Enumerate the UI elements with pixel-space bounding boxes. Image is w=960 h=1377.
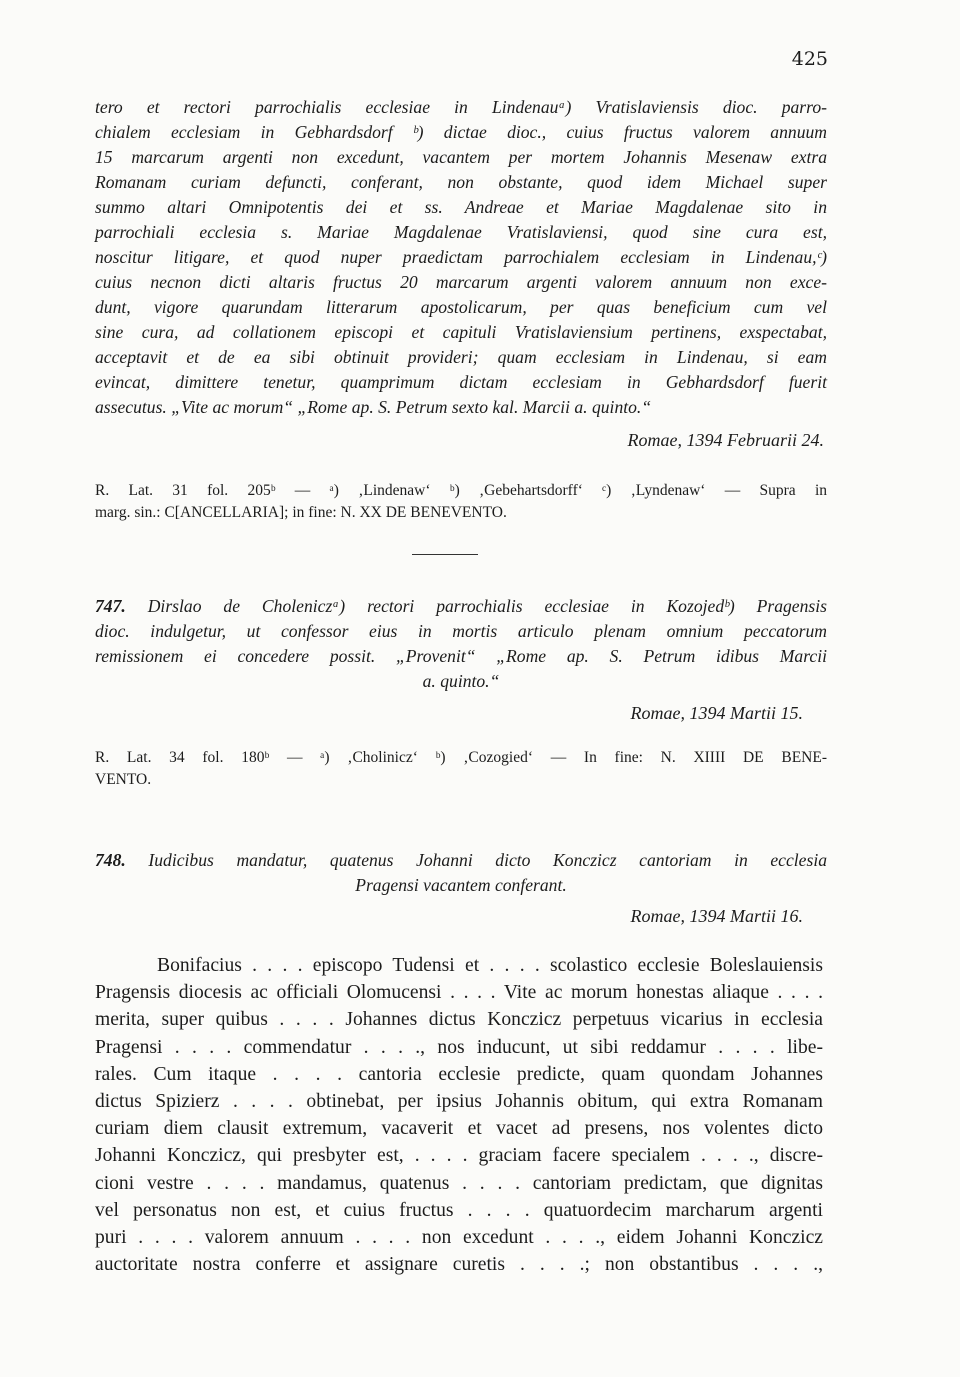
text-line: dunt, vigore quarundam litterarum apostolicarum, per quas beneficium cum vel (95, 297, 827, 317)
section-divider (412, 554, 478, 555)
note-line: R. Lat. 34 fol. 180ᵇ — ᵃ) ‚Cholinicz‘ ᵇ) ‚Cozogied‘ — In fine: N. XIIII DE BENE- (95, 749, 827, 766)
text-line: remissionem ei concedere possit. „Provenit“ „Rome ap. S. Petrum idibus Marcii (95, 646, 827, 666)
text-fragment: Dirslao de Choleniczᵃ) rectori parrochialis ecclesiae in Kozojedᵇ) Pragensis (147, 596, 827, 616)
text-line: dioc. indulgetur, ut confessor eius in mortis articulo plenam omnium peccatorum (95, 621, 827, 641)
text-line: noscitur litigare, et quod nuper praedictam parrochialem ecclesiam in Lindenau,ᶜ) (95, 247, 827, 267)
text-line: cuius necnon dicti altaris fructus 20 marcarum argenti valorem annuum non exce- (95, 272, 827, 292)
text-line: tero et rectori parrochialis ecclesiae in Lindenauᵃ) Vratislaviensis dioc. parro- (95, 97, 827, 117)
note-line: R. Lat. 31 fol. 205ᵇ — ᵃ) ‚Lindenaw‘ ᵇ) ‚Gebehartsdorff‘ ᶜ) ‚Lyndenaw‘ — Supra in (95, 482, 827, 499)
text-line: Pragensi vacantem conferant. (355, 875, 567, 895)
note-line: marg. sin.: C[ANCELLARIA]; in fine: N. XX DE BENEVENTO. (95, 504, 507, 521)
entry-747-date: Romae, 1394 Martii 15. (630, 703, 803, 723)
entry-747-regest (95, 594, 827, 694)
page-number: 425 (791, 48, 828, 70)
text-line: vel personatus non est, et cuius fructus . . . . quatuordecim marcharum argenti (95, 1199, 823, 1221)
text-line: a. quinto.“ (422, 671, 500, 691)
text-line: Bonifacius . . . . episcopo Tudensi et . . . . scolastico ecclesie Boleslauiensis (157, 955, 823, 976)
text-line: dictus Spizierz . . . . obtinebat, per ipsius Johannis obitum, qui extra Romanam (95, 1091, 823, 1113)
text-line: auctoritate nostra conferre et assignare curetis . . . .; non obstantibus . . . ., (95, 1254, 823, 1276)
text-line: sine cura, ad collationem episcopi et capituli Vratislaviensium pertinens, exspectabat, (95, 322, 827, 342)
text-line: puri . . . . valorem annuum . . . . non excedunt . . . ., eidem Johanni Konczicz (95, 1227, 823, 1249)
entry-748-regest (95, 848, 827, 898)
text-line: Romanam curiam defuncti, conferant, non obstante, quod idem Michael super (95, 172, 827, 192)
text-line: cioni vestre . . . . mandamus, quatenus . . . . cantoriam predictam, que dignitas (95, 1172, 823, 1194)
entry-747-apparatus (95, 747, 827, 791)
text-line: summo altari Omnipotentis dei et ss. Andreae et Mariae Magdalenae sito in (95, 197, 827, 217)
text-line (95, 848, 827, 873)
text-line: curiam diem clausit extremum, vacaverit et vacet ad presens, nos volentes dicto (95, 1118, 823, 1140)
entry-748-document (95, 952, 823, 1278)
text-line: acceptavit et de ea sibi obtinuit provideri; quam ecclesiam in Lindenau, si eam (95, 347, 827, 367)
text-line: assecutus. „Vite ac morum“ „Rome ap. S. Petrum sexto kal. Marcii a. quinto.“ (95, 397, 652, 417)
text-line: evincat, dimittere tenetur, quamprimum dictam ecclesiam in Gebhardsdorf fuerit (95, 372, 827, 392)
text-line: Pragensi . . . . commendatur . . . ., nos inducunt, ut sibi reddamur . . . . libe- (95, 1036, 823, 1058)
entry-746-date: Romae, 1394 Februarii 24. (627, 430, 824, 450)
entry-number: 747. (95, 596, 126, 616)
entry-748-date: Romae, 1394 Martii 16. (630, 906, 803, 926)
text-line: merita, super quibus . . . . Johannes dictus Konczicz perpetuus vicarius in ecclesia (95, 1009, 823, 1031)
note-line: VENTO. (95, 771, 152, 788)
entry-746-text (95, 95, 827, 420)
text-line: parrochiali ecclesia s. Mariae Magdalenae Vratislaviensi, quod sine cura est, (95, 222, 827, 242)
text-line (95, 594, 827, 619)
text-line: rales. Cum itaque . . . . cantoria ecclesie predicte, quam quondam Johannes (95, 1063, 823, 1085)
text-line: Johanni Konczicz, qui presbyter est, . . . . graciam facere specialem . . . ., discre- (95, 1145, 823, 1167)
text-line: Pragensis diocesis ac officiali Olomucensi . . . . Vite ac morum honestas aliaque . . . . (95, 982, 823, 1004)
text-fragment: Iudicibus mandatur, quatenus Johanni dicto Konczicz cantoriam in ecclesia (148, 850, 827, 870)
entry-number: 748. (95, 850, 126, 870)
entry-746-apparatus (95, 480, 827, 524)
text-line: 15 marcarum argenti non excedunt, vacantem per mortem Johannis Mesenaw extra (95, 147, 827, 167)
text-line: chialem ecclesiam in Gebhardsdorf ᵇ) dictae dioc., cuius fructus valorem annuum (95, 122, 827, 142)
